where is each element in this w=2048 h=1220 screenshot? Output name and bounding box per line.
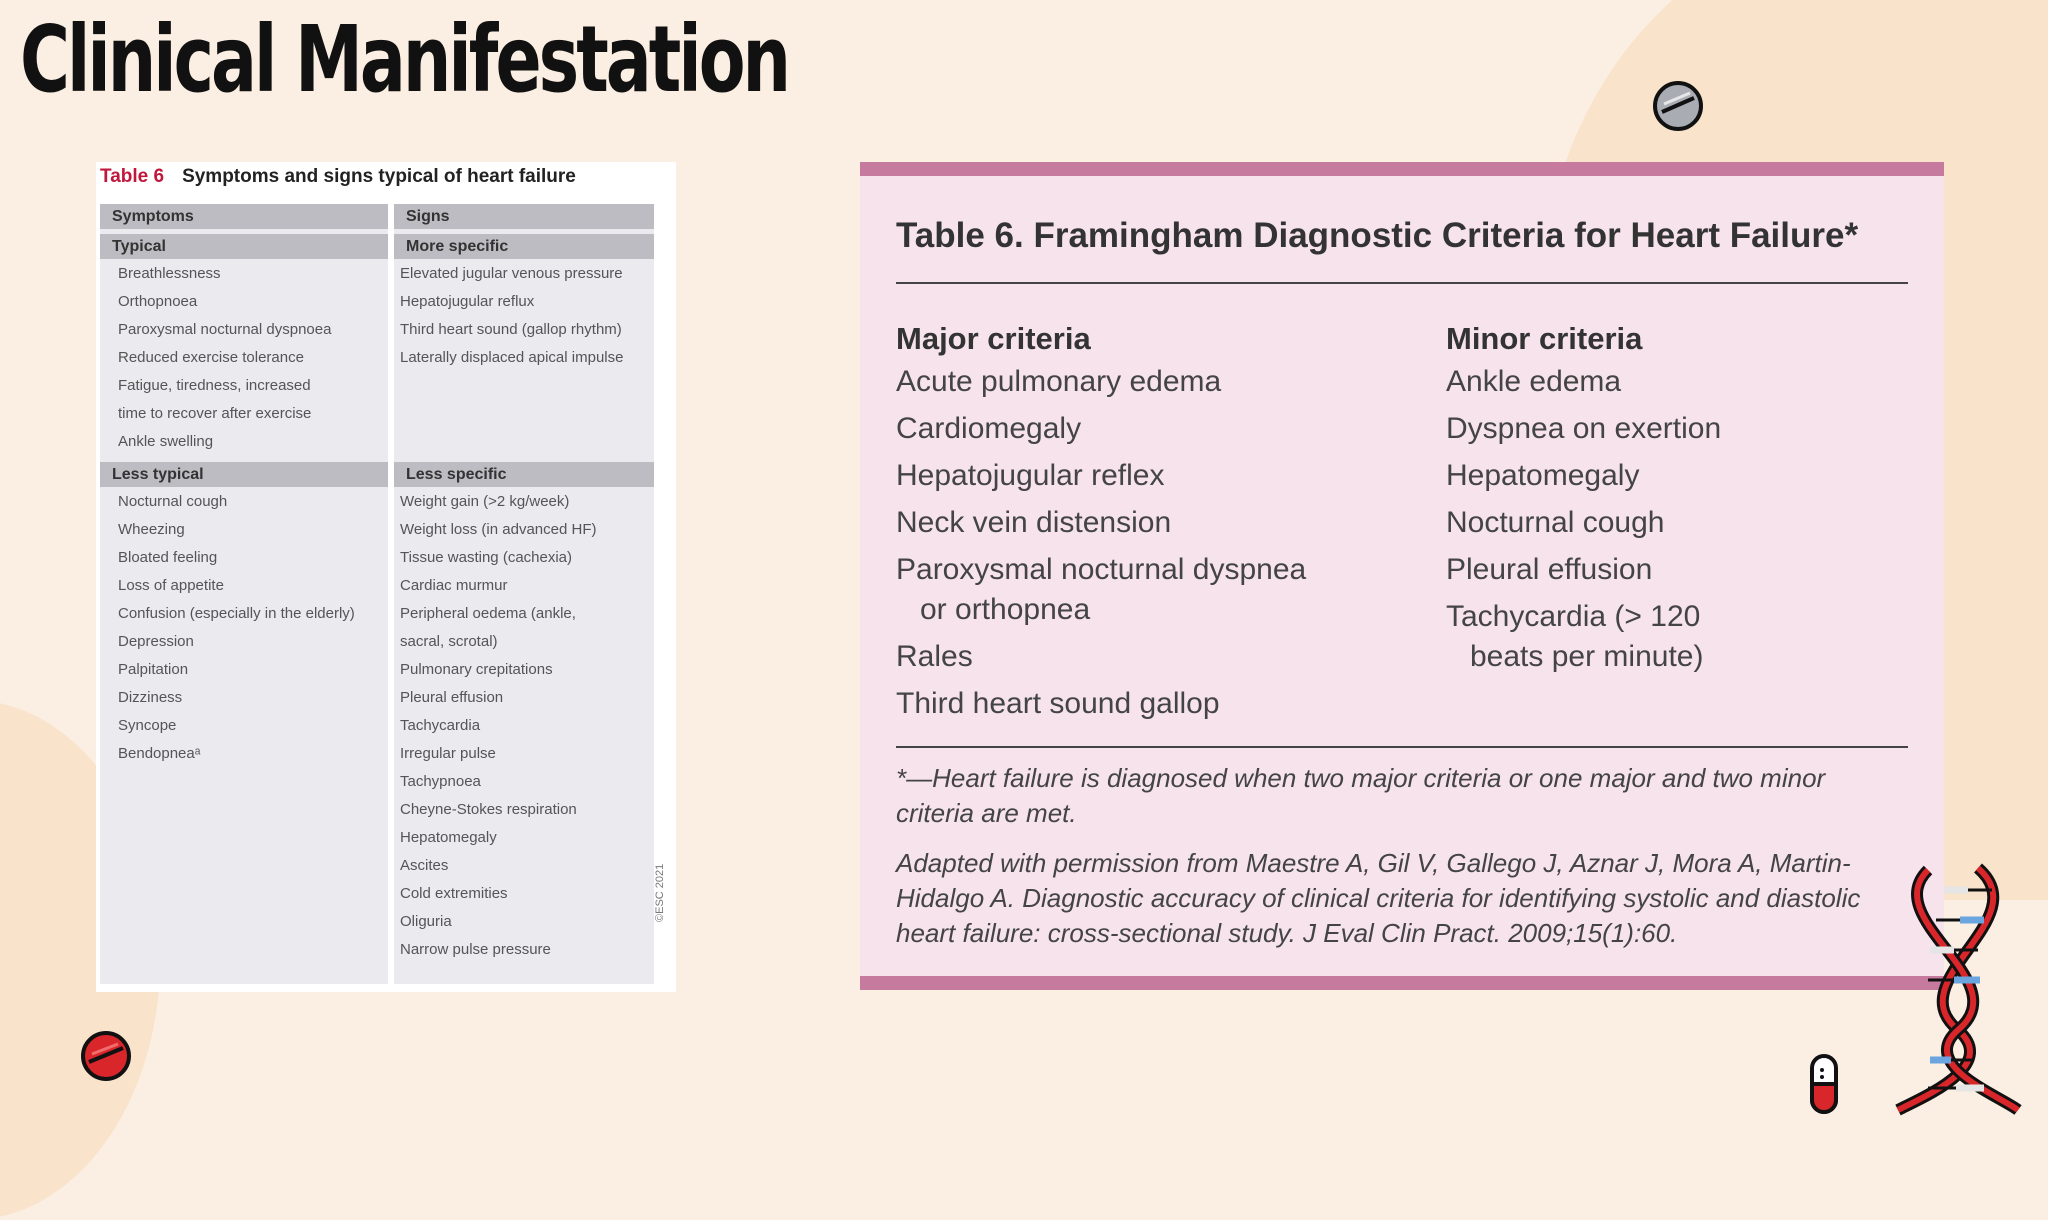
esc-symptoms-header: Symptoms [100,204,388,229]
esc-list-item: Syncope [118,717,177,734]
framingham-footnote: *—Heart failure is diagnosed when two major criteria or one major and two minor criteria are met. [896,763,1826,828]
criterion-text: Tachycardia (> 120 [1446,600,1701,633]
esc-table-caption-text: Symptoms and signs typical of heart failure [182,166,576,187]
minor-criteria-header: Minor criteria [1446,321,1643,356]
esc-list-item: Nocturnal cough [118,493,228,510]
esc-list-item: Pleural effusion [400,689,504,706]
esc-list-item: Peripheral oedema (ankle, [400,605,576,622]
framingham-source: Adapted with permission from Maestre A, Gil V, Gallego J, Aznar J, Mora A, Martin-Hidalgo A. Diagnostic accuracy of clinical criteria for identifying systolic and diastolic heart failure: cross-sectional study. J Eval Clin Pract. 2009;15(1):60. [896,848,1861,948]
criterion-text: Hepatomegaly [1446,459,1640,492]
esc-list-item: Palpitation [118,661,189,678]
esc-table-number: Table 6 [100,166,165,187]
criterion-continuation: beats per minute) [1470,640,1704,673]
esc-list-item: Tachypnoea [400,773,481,790]
esc-list-item: Depression [118,633,194,650]
major-criterion [896,550,1306,637]
esc-list-item: Irregular pulse [400,745,496,762]
esc-list-item: Elevated jugular venous pressure [400,265,623,282]
major-criteria-list [896,362,1306,731]
framingham-criteria-table [860,162,1944,990]
framingham-title: Table 6. Framingham Diagnostic Criteria for Heart Failure* [896,216,1859,255]
esc-list-item: Weight loss (in advanced HF) [400,521,597,538]
esc-list-item: Paroxysmal nocturnal dyspnoea [118,321,332,338]
esc-less-specific-header: Less specific [394,462,654,487]
esc-list-item: Third heart sound (gallop rhythm) [400,321,622,338]
esc-table-caption [100,166,576,188]
major-criteria-header: Major criteria [896,321,1091,356]
esc-more-specific-header: More specific [394,234,654,259]
esc-list-item: sacral, scrotal) [400,633,498,650]
esc-list-item: Ascites [400,857,449,874]
esc-less-typical-header: Less typical [100,462,388,487]
criterion-text: Cardiomegaly [896,412,1082,445]
minor-criterion [1446,456,1721,503]
esc-list-item: Tissue wasting (cachexia) [400,549,573,566]
esc-list-item: Reduced exercise tolerance [118,349,304,366]
esc-list-item: Cheyne-Stokes respiration [400,801,577,818]
minor-criterion [1446,597,1721,684]
major-criterion [896,684,1306,731]
esc-list-item: Loss of appetite [118,577,224,594]
grey-pill-icon [1652,80,1704,132]
esc-list-item: Bloated feeling [118,549,218,566]
esc-list-item: Confusion (especially in the elderly) [118,605,355,622]
esc-list-item: Tachycardia [400,717,481,734]
major-criterion [896,362,1306,409]
major-criterion [896,456,1306,503]
minor-criteria-column [1446,316,1721,684]
minor-criterion [1446,550,1721,597]
framingham-top-rule [896,282,1908,284]
esc-list-item: Orthopnoea [118,293,198,310]
esc-typical-header: Typical [100,234,388,259]
esc-list-item: Dizziness [118,689,183,706]
esc-list-item: Hepatojugular reflux [400,293,535,310]
criterion-continuation: or orthopnea [920,593,1091,626]
esc-list-item: Cold extremities [400,885,508,902]
esc-list-item: Narrow pulse pressure [400,941,551,958]
criterion-text: Acute pulmonary edema [896,365,1222,398]
esc-list-item: Oliguria [400,913,452,930]
major-criterion [896,503,1306,550]
esc-list-item: Wheezing [118,521,185,538]
major-criteria-column [896,316,1306,731]
major-criterion [896,637,1306,684]
criterion-text: Hepatojugular reflex [896,459,1165,492]
esc-list-item: Ankle swelling [118,433,214,450]
major-criterion [896,409,1306,456]
esc-list-item: time to recover after exercise [118,405,312,422]
page-title: Clinical Manifestation [20,6,789,113]
esc-list-item: Weight gain (>2 kg/week) [400,493,570,510]
esc-symptoms-signs-table [96,162,676,992]
minor-criterion [1446,362,1721,409]
esc-copyright: ©ESC 2021 [654,863,666,922]
red-pill-icon [80,1030,132,1082]
esc-signs-header: Signs [394,204,654,229]
esc-list-item: Hepatomegaly [400,829,497,846]
criterion-text: Dyspnea on exertion [1446,412,1722,445]
minor-criteria-list [1446,362,1721,684]
esc-list-item: Laterally displaced apical impulse [400,349,624,366]
criterion-text: Rales [896,640,973,673]
capsule-icon [1806,1052,1842,1116]
esc-list-item: Cardiac murmur [400,577,508,594]
criterion-text: Paroxysmal nocturnal dyspnea [896,553,1307,586]
criterion-text: Third heart sound gallop [896,687,1220,720]
minor-criterion [1446,409,1721,456]
esc-list-item: Bendopneaᵃ [118,745,201,762]
minor-criterion [1446,503,1721,550]
criterion-text: Nocturnal cough [1446,506,1665,539]
esc-list-item: Fatigue, tiredness, increased [118,377,311,394]
criterion-text: Ankle edema [1446,365,1622,398]
framingham-bottom-rule [896,746,1908,748]
criterion-text: Neck vein distension [896,506,1172,539]
criterion-text: Pleural effusion [1446,553,1653,586]
esc-list-item: Breathlessness [118,265,221,282]
esc-list-item: Pulmonary crepitations [400,661,553,678]
dna-icon [1888,860,2028,1120]
